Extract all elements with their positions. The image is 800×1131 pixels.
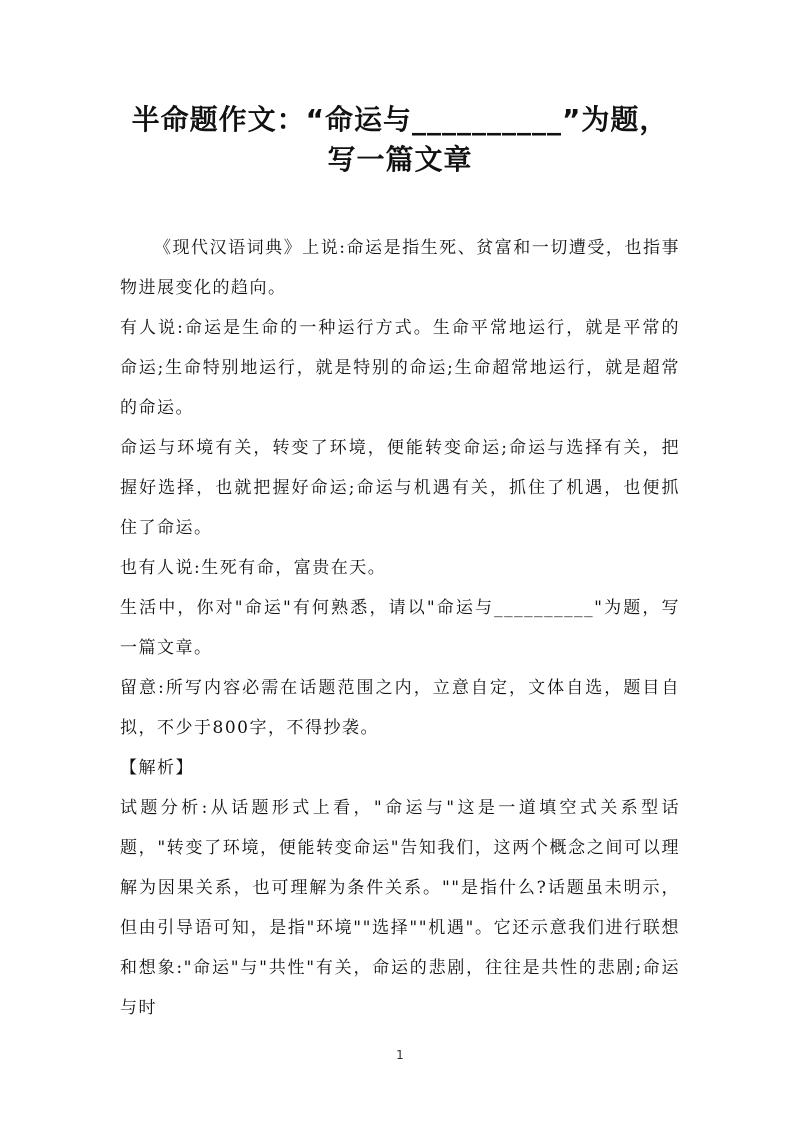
paragraph-opinion-3: 也有人说:生死有命，富贵在天。 bbox=[120, 558, 387, 578]
document-title-line-2: 写一篇文章 bbox=[327, 143, 473, 176]
paragraph-analysis: 试题分析:从话题形式上看，"命运与"这是一道填空式关系型话题，"转变了环境，便能转变命运"告知我们，这两个概念之间可以理解为因果关系，也可理解为条件关系。""是指什么?话题虽未明示，但由引导语可知，是指"环境""选择""机遇"。它还示意我们进行联想和想象:"命运"与"共性"有关，命运的悲剧，往往是共性的悲剧;命运与时 bbox=[120, 798, 680, 1018]
page-number: 1 bbox=[396, 1048, 404, 1062]
document-title-line-1: 半命题作文：“命运与__________”为题， bbox=[131, 103, 669, 136]
paragraph-opinion-1: 有人说:命运是生命的一种运行方式。生命平常地运行，就是平常的命运;生命特别地运行，就是特别的命运;生命超常地运行，就是超常的命运。 bbox=[120, 318, 680, 418]
document-body bbox=[120, 228, 680, 1028]
paragraph-prompt: 生活中，你对"命运"有何熟悉，请以"命运与__________"为题，写一篇文章。 bbox=[120, 598, 680, 658]
analysis-heading: 【解析】 bbox=[120, 758, 194, 778]
paragraph-definition: 《现代汉语词典》上说:命运是指生死、贫富和一切遭受，也指事物进展变化的趋向。 bbox=[120, 238, 680, 298]
paragraph-opinion-2: 命运与环境有关，转变了环境，便能转变命运;命运与选择有关，把握好选择，也就把握好命运;命运与机遇有关，抓住了机遇，也便抓住了命运。 bbox=[120, 438, 680, 538]
paragraph-notice: 留意:所写内容必需在话题范围之内，立意自定，文体自选，题目自拟，不少于800字，不得抄袭。 bbox=[120, 678, 680, 738]
